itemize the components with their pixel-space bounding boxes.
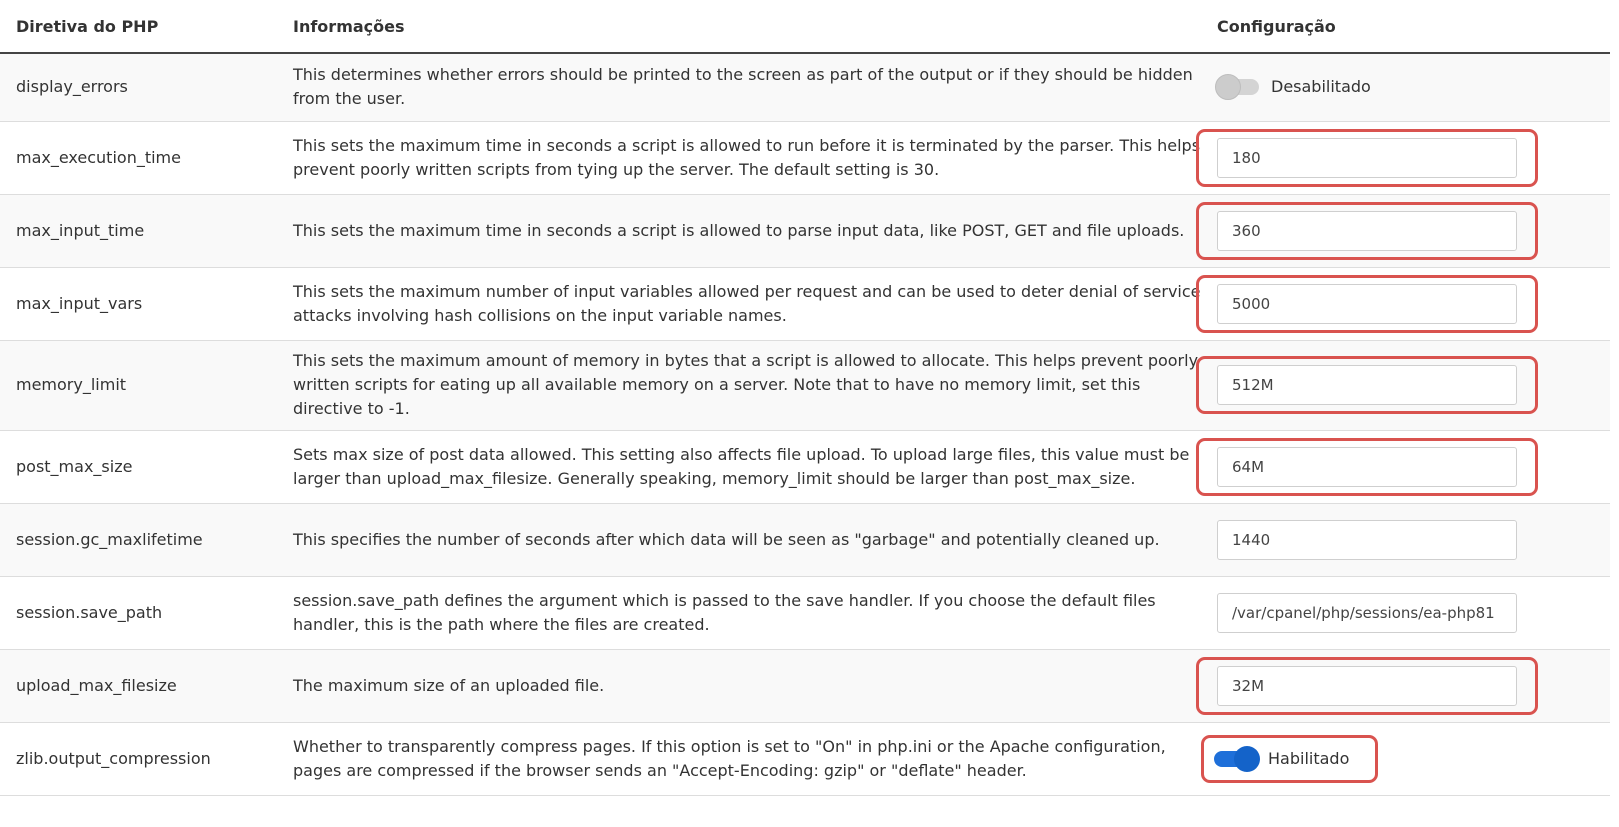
table-row xyxy=(0,430,1610,503)
directive-config-cell xyxy=(1215,503,1610,576)
highlight-box xyxy=(1196,657,1538,715)
highlight-box xyxy=(1201,735,1378,783)
directive-config-cell xyxy=(1215,121,1610,194)
directive-config-cell xyxy=(1215,649,1610,722)
highlight-box xyxy=(1196,438,1538,496)
toggle-knob xyxy=(1234,746,1260,772)
directive-config-cell xyxy=(1215,430,1610,503)
upload-max-filesize-input[interactable] xyxy=(1217,666,1517,706)
zlib-output-compression-toggle[interactable] xyxy=(1214,744,1349,774)
max-input-vars-input[interactable] xyxy=(1217,284,1517,324)
session-save-path-input[interactable] xyxy=(1217,593,1517,633)
directive-info: This determines whether errors should be printed to the screen as part of the output or if they should be hidden from the user. xyxy=(279,53,1215,121)
session-gc-maxlifetime-input[interactable] xyxy=(1217,520,1517,560)
column-header-directive: Diretiva do PHP xyxy=(0,0,279,53)
table-row xyxy=(0,53,1610,121)
table-header-row xyxy=(0,0,1610,53)
table-row xyxy=(0,503,1610,576)
highlight-box xyxy=(1196,275,1538,333)
toggle-switch[interactable] xyxy=(1217,79,1259,95)
table-row xyxy=(0,722,1610,795)
directive-name: session.save_path xyxy=(0,576,279,649)
post-max-size-input[interactable] xyxy=(1217,447,1517,487)
directive-info: This sets the maximum amount of memory in bytes that a script is allowed to allocate. This helps prevent poorly written scripts for eating up all available memory on a server. Note that to have no memory limit, set this directive to -1. xyxy=(279,340,1215,430)
directive-info: This sets the maximum time in seconds a script is allowed to run before it is terminated by the parser. This helps prevent poorly written scripts from tying up the server. The default setting is 30. xyxy=(279,121,1215,194)
directive-config-cell xyxy=(1215,576,1610,649)
directive-info: This sets the maximum number of input variables allowed per request and can be used to deter denial of service attacks involving hash collisions on the input variable names. xyxy=(279,267,1215,340)
memory-limit-input[interactable] xyxy=(1217,365,1517,405)
toggle-label: Desabilitado xyxy=(1271,77,1371,97)
directive-name: zlib.output_compression xyxy=(0,722,279,795)
max-input-time-input[interactable] xyxy=(1217,211,1517,251)
directive-name: max_input_time xyxy=(0,194,279,267)
directive-name: max_execution_time xyxy=(0,121,279,194)
directive-config-cell xyxy=(1215,267,1610,340)
highlight-box xyxy=(1196,129,1538,187)
column-header-config: Configuração xyxy=(1215,0,1610,53)
display-errors-toggle[interactable] xyxy=(1217,72,1371,102)
table-row xyxy=(0,194,1610,267)
directive-info: Sets max size of post data allowed. This setting also affects file upload. To upload large files, this value must be larger than upload_max_filesize. Generally speaking, memory_limit should be larger than post_max_size. xyxy=(279,430,1215,503)
table-body xyxy=(0,53,1610,795)
directive-config-cell xyxy=(1215,53,1610,121)
table-row xyxy=(0,121,1610,194)
directive-config-cell xyxy=(1215,340,1610,430)
directive-name: display_errors xyxy=(0,53,279,121)
highlight-box xyxy=(1196,356,1538,414)
directive-info: session.save_path defines the argument which is passed to the save handler. If you choose the default files handler, this is the path where the files are created. xyxy=(279,576,1215,649)
table-row xyxy=(0,649,1610,722)
directive-name: session.gc_maxlifetime xyxy=(0,503,279,576)
table-row xyxy=(0,576,1610,649)
directive-info: This specifies the number of seconds after which data will be seen as "garbage" and potentially cleaned up. xyxy=(279,503,1215,576)
max-execution-time-input[interactable] xyxy=(1217,138,1517,178)
column-header-info: Informações xyxy=(279,0,1215,53)
directive-config-cell xyxy=(1215,722,1610,795)
directive-name: upload_max_filesize xyxy=(0,649,279,722)
table-row xyxy=(0,267,1610,340)
toggle-knob xyxy=(1215,74,1241,100)
directive-name: max_input_vars xyxy=(0,267,279,340)
directive-name: post_max_size xyxy=(0,430,279,503)
directive-info: The maximum size of an uploaded file. xyxy=(279,649,1215,722)
directive-config-cell xyxy=(1215,194,1610,267)
directive-info: Whether to transparently compress pages. If this option is set to "On" in php.ini or the Apache configuration, pages are compressed if the browser sends an "Accept-Encoding: gzip" or "deflate" header. xyxy=(279,722,1215,795)
directive-info: This sets the maximum time in seconds a script is allowed to parse input data, like POST, GET and file uploads. xyxy=(279,194,1215,267)
toggle-label: Habilitado xyxy=(1268,748,1350,768)
directive-name: memory_limit xyxy=(0,340,279,430)
toggle-switch[interactable] xyxy=(1214,751,1256,767)
table-row xyxy=(0,340,1610,430)
highlight-box xyxy=(1196,202,1538,260)
